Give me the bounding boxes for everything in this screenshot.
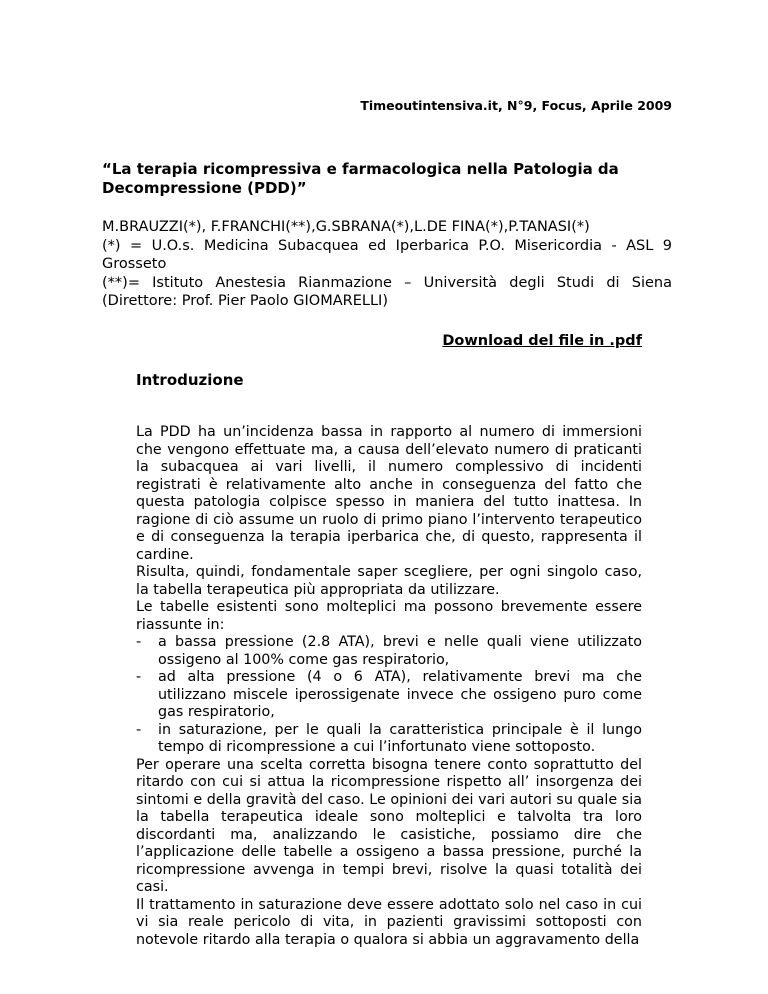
table-types-list [136, 634, 642, 757]
list-item [136, 722, 642, 757]
list-marker: - [136, 634, 142, 650]
download-pdf-link[interactable]: Download del file in .pdf [442, 333, 642, 349]
section-heading: Introduzione [136, 371, 244, 389]
body-text [136, 424, 642, 949]
paragraph: La PDD ha un’incidenza bassa in rapporto al numero di immersioni che vengono effettuate ma, a causa dell’elevato numero di praticanti la subacquea ai vari livelli, il numero complessivo di incidenti registrati è relativamente alto anche in conseguenza del fatto che questa patologia colpisce spesso in maniera del tutto inattesa. In ragione di ciò assume un ruolo di primo piano l’intervento terapeutico e di conseguenza la terapia iperbarica che, di questo, rappresenta il cardine. [136, 424, 642, 563]
citation-header: Timeoutintensiva.it, N°9, Focus, Aprile 2009 [360, 98, 672, 113]
affiliation-1: (*) = U.O.s. Medicina Subacquea ed Iperbarica P.O. Misericordia - ASL 9 Grosseto [102, 237, 672, 272]
list-item-text: ad alta pressione (4 o 6 ATA), relativamente brevi ma che utilizzano miscele iperossigenate invece che ossigeno puro come gas respiratorio, [158, 669, 642, 720]
article-title: “La terapia ricompressiva e farmacologica nella Patologia da Decompressione (PDD)” [102, 160, 619, 197]
authors-block [102, 218, 672, 311]
list-marker: - [136, 721, 142, 738]
list-item-text: in saturazione, per le quali la caratteristica principale è il lungo tempo di ricompressione a cui l’infortunato viene sottoposto. [158, 721, 642, 755]
paragraph: Per operare una scelta corretta bisogna tenere conto soprattutto del ritardo con cui si attua la ricompressione rispetto all’ insorgenza dei sintomi e della gravità del caso. Le opinioni dei vari autori su quale sia la tabella terapeutica ideale sono molteplici e talvolta tra loro discordanti ma, analizzando le casistiche, possiamo dire che l’applicazione delle tabelle a ossigeno a bassa pressione, purché la ricompressione avvenga in tempi brevi, risolve la quasi totalità dei casi. [136, 756, 642, 895]
paragraph: Risulta, quindi, fondamentale saper scegliere, per ogni singolo caso, la tabella terapeutica più appropriata da utilizzare. [136, 564, 642, 598]
affiliation-2: (**)= Istituto Anestesia Rianmazione – Università degli Studi di Siena (Direttore: Prof. Pier Paolo GIOMARELLI) [102, 274, 672, 309]
list-item-text: a bassa pressione (2.8 ATA), brevi e nelle quali viene utilizzato ossigeno al 100% come gas respiratorio, [158, 634, 642, 668]
paragraph: Le tabelle esistenti sono molteplici ma possono brevemente essere riassunte in: [136, 599, 642, 633]
list-item [136, 634, 642, 669]
list-item [136, 669, 642, 722]
paragraph: Il trattamento in saturazione deve essere adottato solo nel caso in cui vi sia reale pericolo di vita, in pazienti gravissimi sottoposti con notevole ritardo alla terapia o qualora si abbia un aggravamento della [136, 896, 642, 948]
author-list: M.BRAUZZI(*), F.FRANCHI(**),G.SBRANA(*),L.DE FINA(*),P.TANASI(*) [102, 219, 590, 235]
list-marker: - [136, 669, 142, 685]
